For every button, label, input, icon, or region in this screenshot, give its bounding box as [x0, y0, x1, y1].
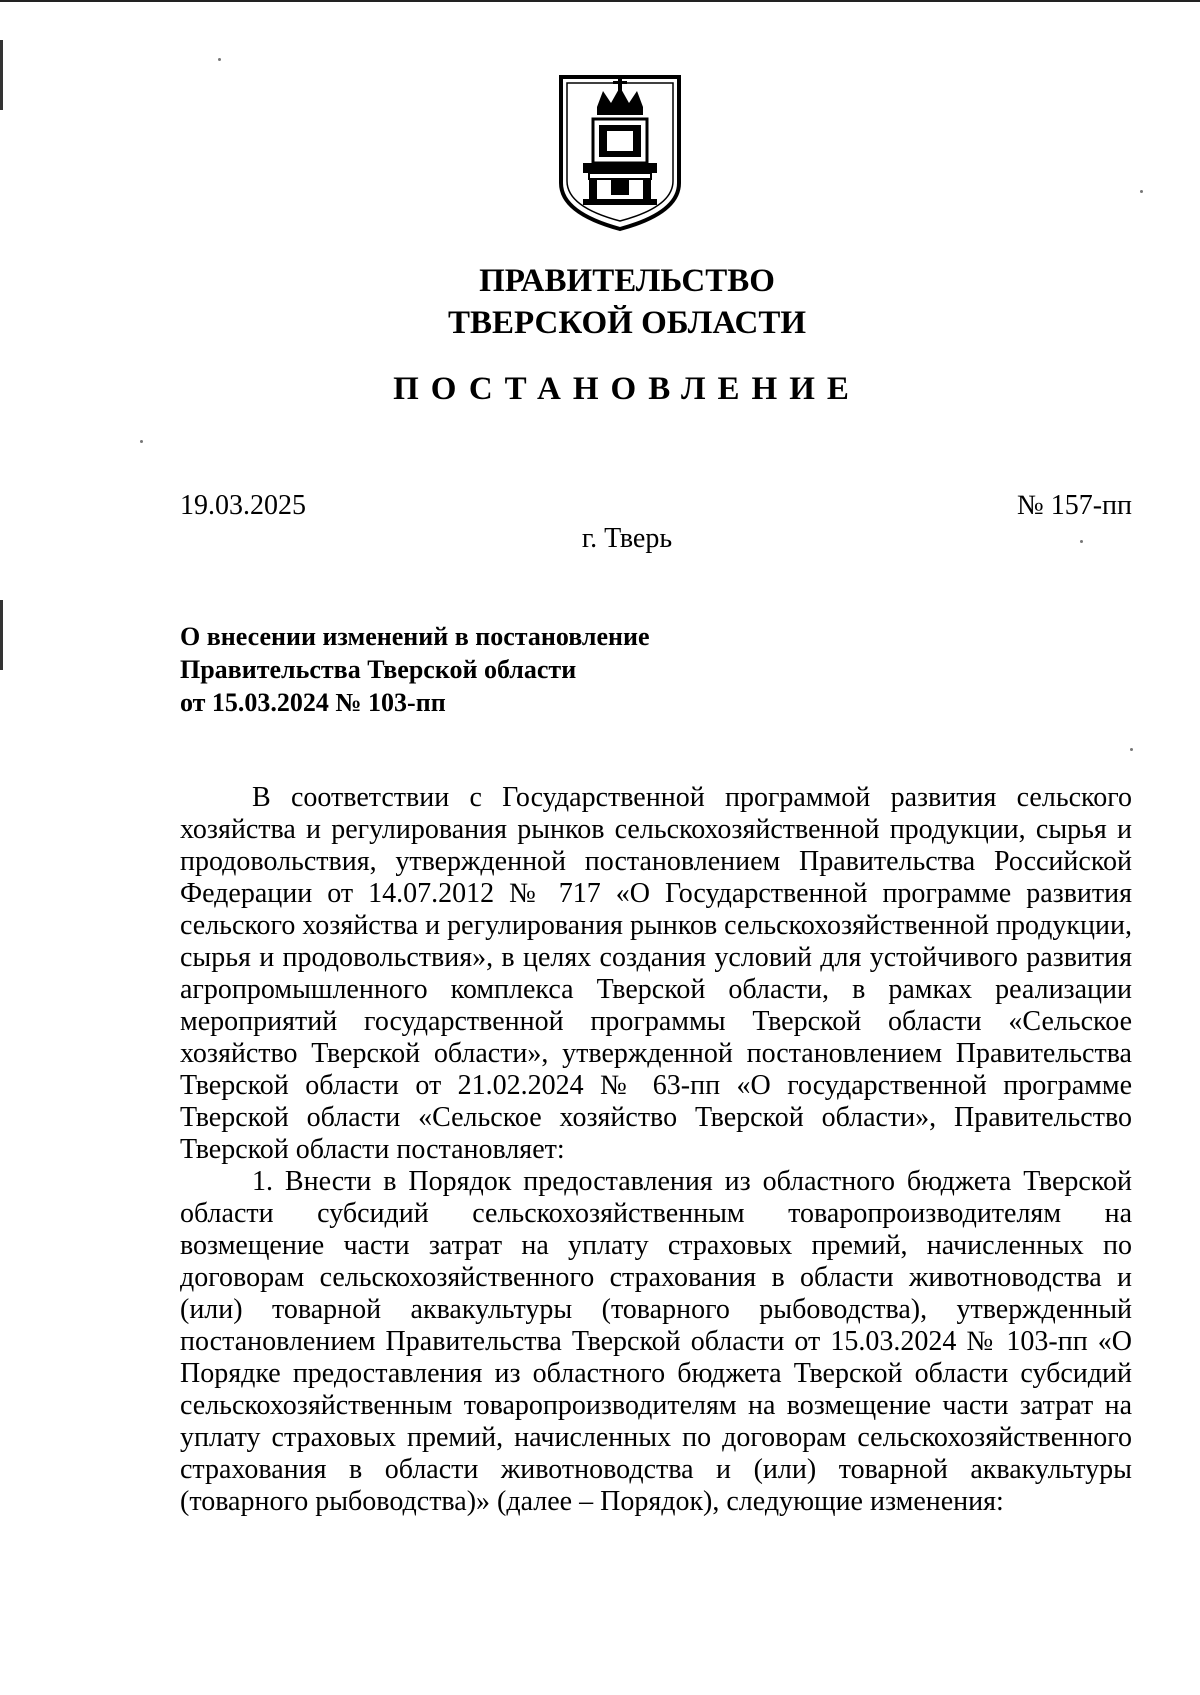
scan-left-mark — [0, 40, 3, 110]
subject-line3: от 15.03.2024 № 103-пп — [180, 688, 446, 717]
document-number: № 157-пп — [1016, 490, 1132, 521]
document-subject — [180, 620, 880, 719]
document-type: ПОСТАНОВЛЕНИЕ — [393, 371, 861, 407]
scan-speck — [1140, 190, 1143, 193]
subject-line2: Правительства Тверской области — [180, 655, 577, 684]
government-title-line2: ТВЕРСКОЙ ОБЛАСТИ — [447, 305, 807, 341]
document-city: г. Тверь — [581, 523, 673, 554]
scan-top-border — [0, 0, 1200, 2]
scan-speck — [140, 440, 143, 443]
scan-speck — [1130, 748, 1133, 751]
document-date: 19.03.2025 — [180, 490, 306, 521]
government-title-line1: ПРАВИТЕЛЬСТВО — [479, 263, 775, 299]
subject-line1: О внесении изменений в постановление — [180, 622, 650, 651]
scan-speck — [1080, 540, 1083, 543]
scan-left-mark — [0, 600, 3, 670]
body-paragraph-1: В соответствии с Государственной программой развития сельского хозяйства и регулирования рынков сельскохозяйственной продукции, сырья и продовольствия, утвержденной постановлением Правительства Российской Федерации от 14.07.2012 № 717 «О Государственной программе развития сельского хозяйства и регулирования рынков сельскохозяйственной продукции, сырья и продовольствия», в целях создания условий для устойчивого развития агропромышленного комплекса Тверской области, в рамках реализации мероприятий государственной программы Тверской области «Сельское хозяйство Тверской области», утвержденной постановлением Правительства Тверской области от 21.02.2024 № 63-пп «О государственной программе Тверской области «Сельское хозяйство Тверской области», Правительство Тверской области постановляет: — [180, 782, 1132, 1165]
document-body — [180, 782, 1132, 1518]
government-title — [0, 260, 1200, 344]
coat-of-arms-icon — [555, 73, 685, 233]
body-paragraph-2: 1. Внести в Порядок предоставления из областного бюджета Тверской области субсидий сельскохозяйственным товаропроизводителям на возмещение части затрат на уплату страховых премий, начисленных по договорам сельскохозяйственного страхования в области животноводства и (или) товарной аквакультуры (товарного рыбоводства), утвержденный постановлением Правительства Тверской области от 15.03.2024 № 103-пп «О Порядке предоставления из областного бюджета Тверской области субсидий сельскохозяйственным товаропроизводителям на возмещение части затрат на уплату страховых премий, начисленных по договорам сельскохозяйственного страхования в области животноводства и (или) товарной аквакультуры (товарного рыбоводства)» (далее – Порядок), следующие изменения: — [180, 1166, 1132, 1517]
scan-speck — [218, 58, 221, 61]
